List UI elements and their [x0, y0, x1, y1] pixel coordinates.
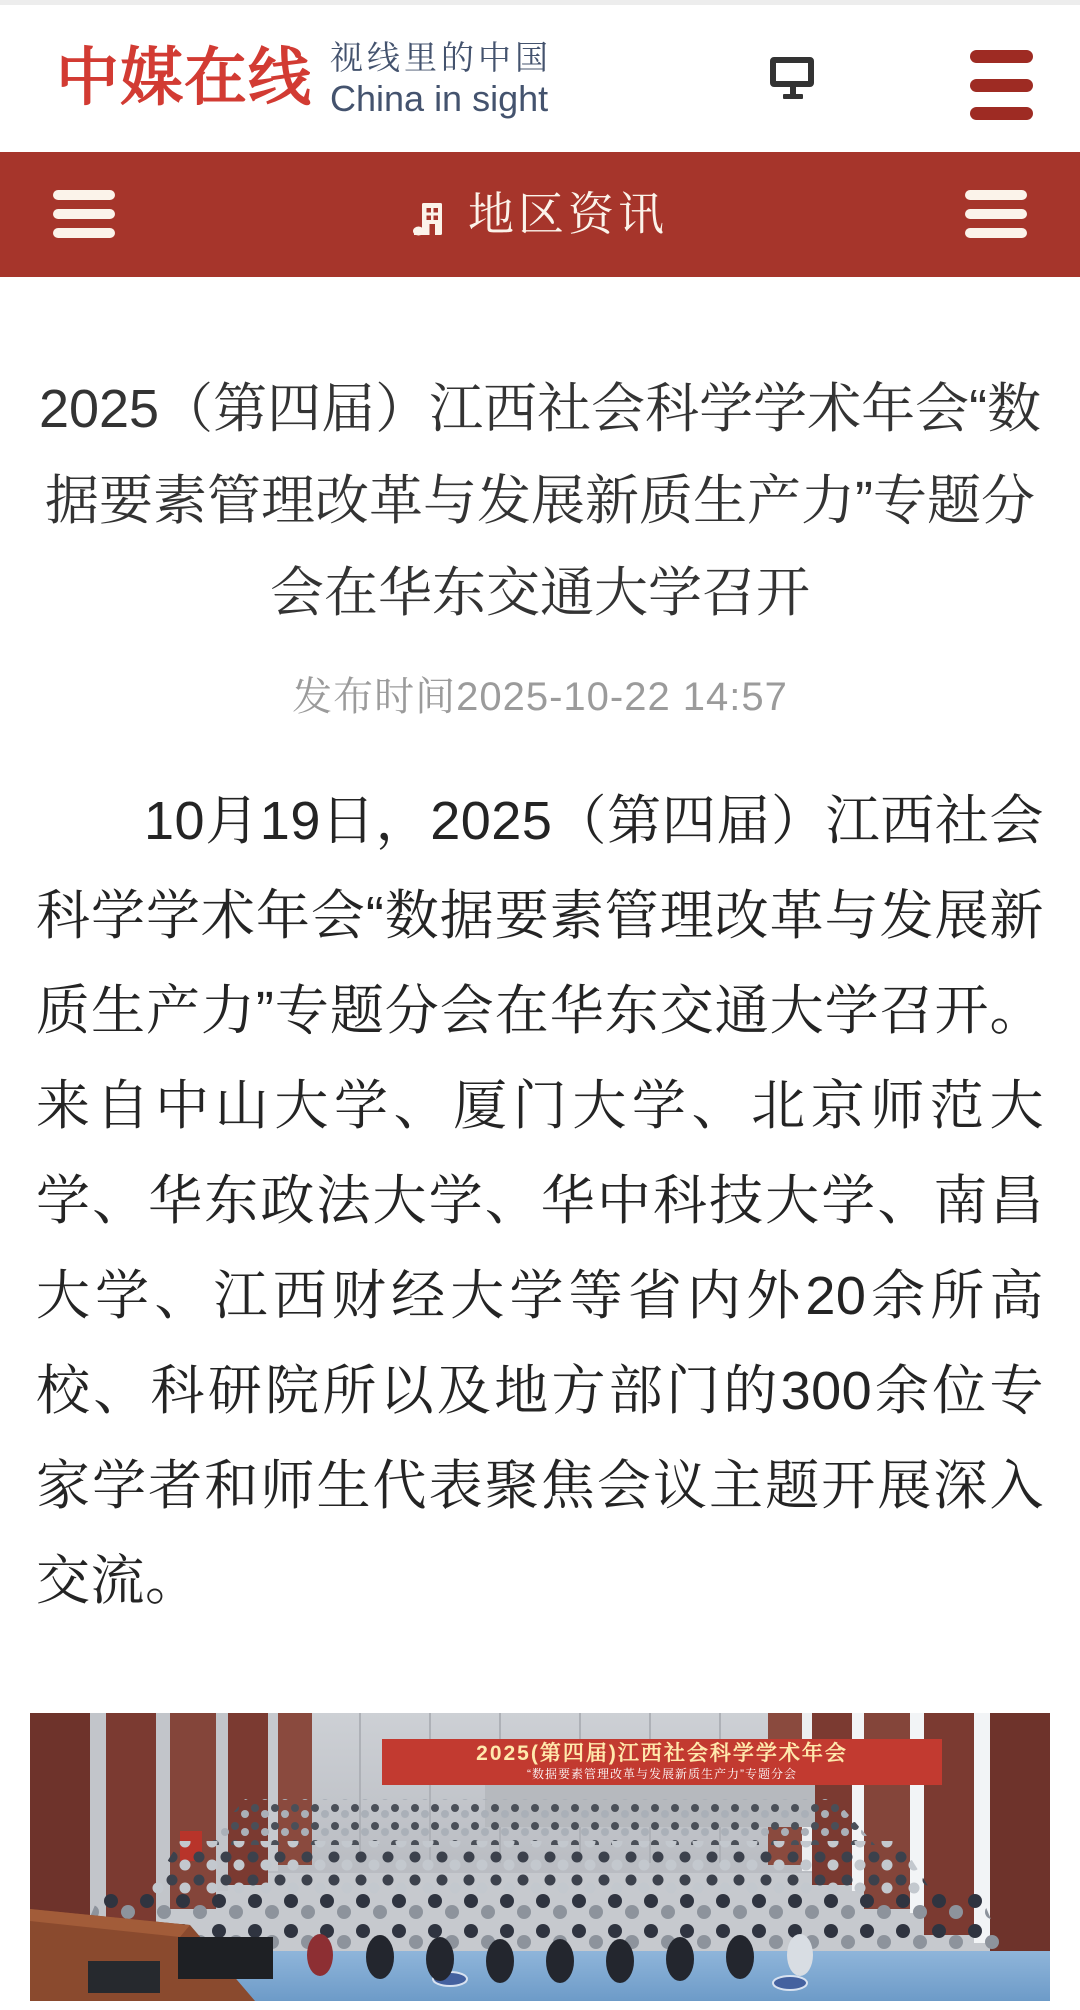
tagline-en: China in sight [330, 77, 549, 119]
menu-icon [970, 50, 1033, 63]
conference-group-photo [30, 1713, 1050, 2001]
banner-subtitle: “数据要素管理改革与发展新质生产力”专题分会 [527, 1767, 797, 1781]
publish-time: 发布时间2025-10-22 14:57 [292, 675, 788, 719]
navbar-section[interactable] [412, 187, 668, 240]
section-navbar [0, 152, 1080, 277]
header-menu-button[interactable] [970, 50, 1033, 120]
navbar-right-menu-button[interactable] [965, 190, 1027, 238]
article-title-line: 据要素管理改革与发展新质生产力”专题分 [45, 471, 1035, 531]
navbar-section-title: 地区资讯 [468, 187, 668, 240]
banner-title: 2025(第四届)江西社会科学学术年会 [476, 1742, 848, 1765]
menu-icon [965, 190, 1027, 200]
site-header [0, 5, 1080, 152]
tagline-cn: 视线里的中国 [330, 38, 552, 76]
article [0, 363, 1080, 1629]
site-logo[interactable]: 中媒在线 [56, 43, 312, 113]
article-title [36, 363, 1044, 639]
site-tagline [330, 38, 552, 120]
article-title-line: 会在华东交通大学召开 [270, 563, 810, 623]
article-body: 10月19日，2025（第四届）江西社会科学学术年会“数据要素管理改革与发展新质生产力”专题分会在华东交通大学召开。来自中山大学、厦门大学、北京师范大学、华东政法大学、华中科技大学、南昌大学、江西财经大学等省内外20余所高校、科研院所以及地方部门的300余位专家学者和师生代表聚焦会议主题开展深入交流。 [36, 791, 1044, 1611]
menu-icon [53, 190, 115, 200]
article-title-line: 2025（第四届）江西社会科学学术年会“数 [38, 379, 1042, 439]
navbar-left-menu-button[interactable] [53, 190, 115, 238]
article-photo [30, 1713, 1050, 2001]
monitor-icon[interactable] [770, 57, 816, 101]
building-icon [412, 199, 452, 239]
